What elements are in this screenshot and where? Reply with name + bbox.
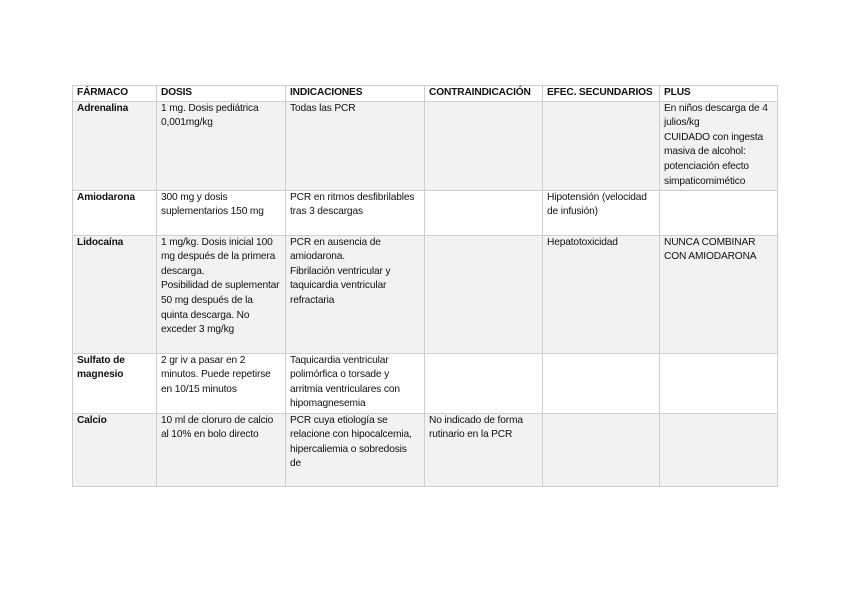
cell-contraindicacion xyxy=(425,235,543,353)
cell-contraindicacion xyxy=(425,101,543,190)
cell-dosis: 1 mg/kg. Dosis inicial 100 mg después de la primera descarga. Posibilidad de suplementar 50 mg después de la quinta descarga. No exceder 3 mg/kg xyxy=(157,235,286,353)
cell-plus: En niños descarga de 4 julios/kg CUIDADO con ingesta masiva de alcohol: potenciación efecto simpaticomimético xyxy=(660,101,778,190)
header-indicaciones: INDICACIONES xyxy=(286,86,425,102)
cell-farmaco: Calcio xyxy=(73,413,157,486)
cell-farmaco: Lidocaína xyxy=(73,235,157,353)
cell-farmaco: Adrenalina xyxy=(73,101,157,190)
cell-contraindicacion xyxy=(425,353,543,413)
cell-efec-secundarios xyxy=(543,101,660,190)
cell-dosis: 300 mg y dosis suplementarios 150 mg xyxy=(157,190,286,235)
cell-efec-secundarios xyxy=(543,413,660,486)
cell-indicaciones: Todas las PCR xyxy=(286,101,425,190)
cell-farmaco: Sulfato de magnesio xyxy=(73,353,157,413)
cell-plus xyxy=(660,413,778,486)
cell-indicaciones: PCR en ritmos desfibrilables tras 3 descargas xyxy=(286,190,425,235)
cell-contraindicacion: No indicado de forma rutinario en la PCR xyxy=(425,413,543,486)
cell-efec-secundarios: Hepatotoxicidad xyxy=(543,235,660,353)
cell-dosis: 10 ml de cloruro de calcio al 10% en bolo directo xyxy=(157,413,286,486)
cell-efec-secundarios xyxy=(543,353,660,413)
table-header-row xyxy=(73,86,778,102)
table-row xyxy=(73,413,778,486)
cell-plus: NUNCA COMBINAR CON AMIODARONA xyxy=(660,235,778,353)
header-farmaco: FÁRMACO xyxy=(73,86,157,102)
drug-table xyxy=(72,85,778,487)
table-row xyxy=(73,101,778,190)
table-row xyxy=(73,235,778,353)
cell-plus xyxy=(660,353,778,413)
cell-dosis: 1 mg. Dosis pediátrica 0,001mg/kg xyxy=(157,101,286,190)
cell-farmaco: Amiodarona xyxy=(73,190,157,235)
cell-plus xyxy=(660,190,778,235)
cell-efec-secundarios: Hipotensión (velocidad de infusión) xyxy=(543,190,660,235)
table-row xyxy=(73,190,778,235)
cell-dosis: 2 gr iv a pasar en 2 minutos. Puede repetirse en 10/15 minutos xyxy=(157,353,286,413)
header-dosis: DOSIS xyxy=(157,86,286,102)
cell-contraindicacion xyxy=(425,190,543,235)
header-efec-secundarios: EFEC. SECUNDARIOS xyxy=(543,86,660,102)
cell-indicaciones: Taquicardia ventricular polimórfica o torsade y arritmia ventriculares con hipomagnesemia xyxy=(286,353,425,413)
cell-indicaciones: PCR en ausencia de amiodarona. Fibrilación ventricular y taquicardia ventricular refractaria xyxy=(286,235,425,353)
cell-indicaciones: PCR cuya etiología se relacione con hipocalcemia, hipercaliemia o sobredosis de xyxy=(286,413,425,486)
table-row xyxy=(73,353,778,413)
header-plus: PLUS xyxy=(660,86,778,102)
header-contraindicacion: CONTRAINDICACIÓN xyxy=(425,86,543,102)
